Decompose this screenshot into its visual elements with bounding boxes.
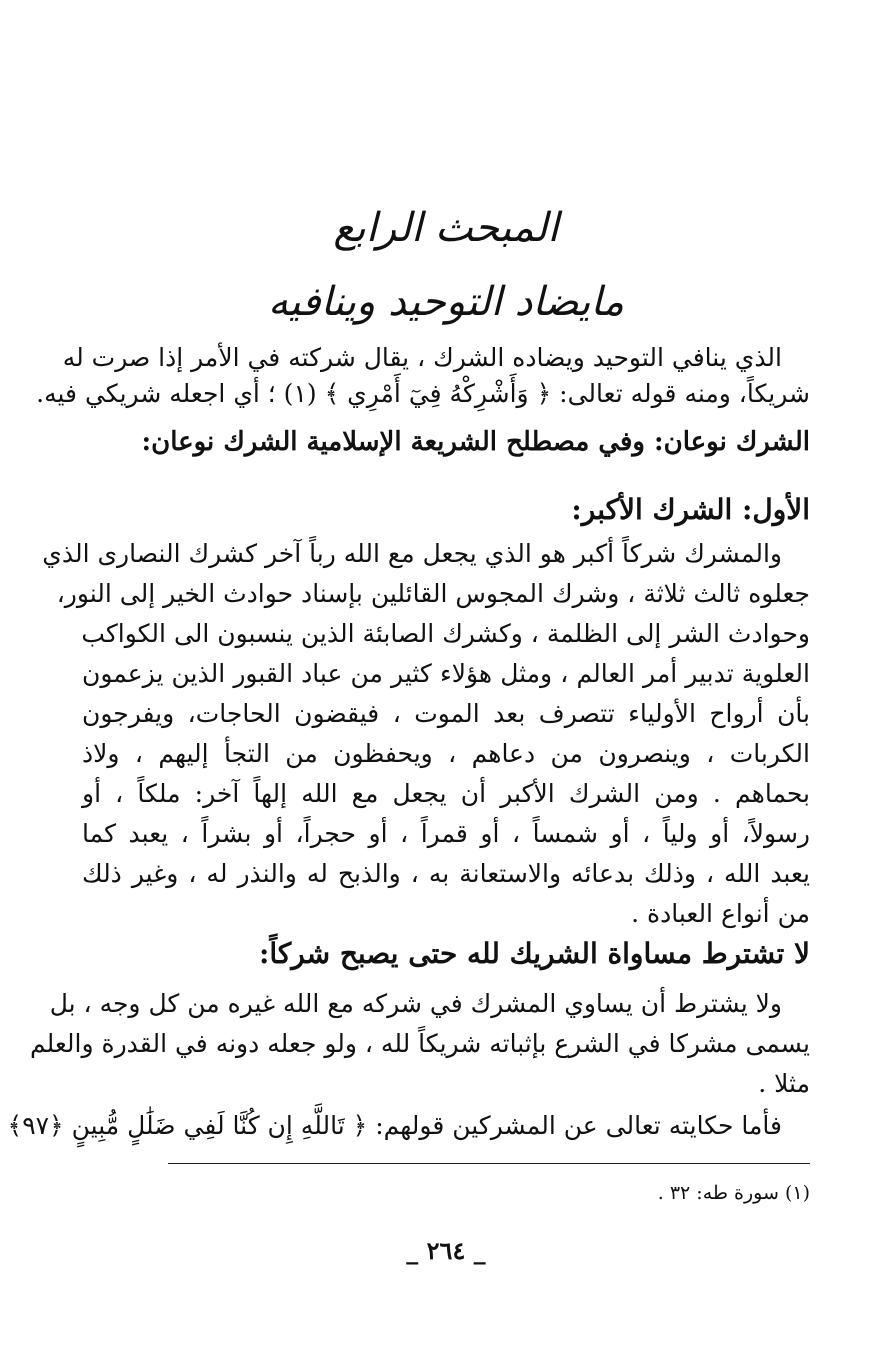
paragraph-line: الذي ينافي التوحيد ويضاده الشرك ، يقال شركته في الأمر إذا صرت له xyxy=(62,343,782,372)
paragraph-line: الكربات ، وينصرون من دعاهم ، ويحفظون من التجأ إليهم ، ولاذ xyxy=(82,739,810,768)
footnote-divider xyxy=(168,1163,810,1164)
paragraph-line: مثلا . xyxy=(758,1069,810,1098)
page-number: _ ٢٦٤ _ xyxy=(406,1236,486,1265)
paragraph-line: وحوادث الشر إلى الظلمة ، وكشرك الصابئة الذين ينسبون الى الكواكب xyxy=(81,619,810,648)
paragraph-line: بحماهم . ومن الشرك الأكبر أن يجعل مع الله إلهاً آخر: ملكاً ، أو xyxy=(82,779,810,808)
paragraph-line: جعلوه ثالث ثلاثة ، وشرك المجوس القائلين بإسناد حوادث الخير إلى النور، xyxy=(56,579,810,608)
paragraph-line: يعبد الله ، وذلك بدعائه والاستعانة به ، والذبح له والنذر له ، وغير ذلك xyxy=(82,859,810,888)
paragraph-line: رسولاً، أو ولياً ، أو شمساً ، أو قمراً ، أو حجراً، أو بشراً ، يعبد كما xyxy=(82,819,810,848)
paragraph-line: العلوية تدبير أمر العالم ، ومثل هؤلاء كثير من عباد القبور الذين يزعمون xyxy=(82,659,810,688)
quranic-quote-line: فأما حكايته تعالى عن المشركين قولهم: ﴿ تَاللَّهِ إِن كُنَّا لَفِي ضَلَٰلٍ مُّبِينٍ ﴿٩٧﴾ xyxy=(7,1111,782,1140)
paragraph-line: شريكاً، ومنه قوله تعالى: ﴿ وَأَشْرِكْهُ فِيٓ أَمْرِي ﴾ (١) ؛ أي اجعله شريكي فيه. xyxy=(36,379,810,408)
paragraph-line: يسمى مشركا في الشرع بإثباته شريكاً لله ، ولو جعله دونه في القدرة والعلم xyxy=(29,1029,810,1058)
condition-heading: لا تشترط مساواة الشريك لله حتى يصبح شركاً: xyxy=(259,937,810,970)
footnote: (١) سورة طه: ٣٢ . xyxy=(657,1182,810,1204)
paragraph-line: والمشرك شركاً أكبر هو الذي يجعل مع الله رباً آخر كشرك النصارى الذي xyxy=(42,539,782,568)
major-shirk-heading: الأول: الشرك الأكبر: xyxy=(571,493,810,526)
paragraph-line: من أنواع العبادة . xyxy=(631,899,810,928)
paragraph-line: ولا يشترط أن يساوي المشرك في شركه مع الله غيره من كل وجه ، بل xyxy=(49,989,782,1018)
paragraph-line: بأن أرواح الأولياء تتصرف بعد الموت ، فيقضون الحاجات، ويفرجون xyxy=(82,699,810,728)
chapter-title: مايضاد التوحيد وينافيه xyxy=(267,279,625,325)
section-title: المبحث الرابع xyxy=(333,205,559,251)
types-heading-line: الشرك نوعان: وفي مصطلح الشريعة الإسلامية الشرك نوعان: xyxy=(141,427,810,457)
